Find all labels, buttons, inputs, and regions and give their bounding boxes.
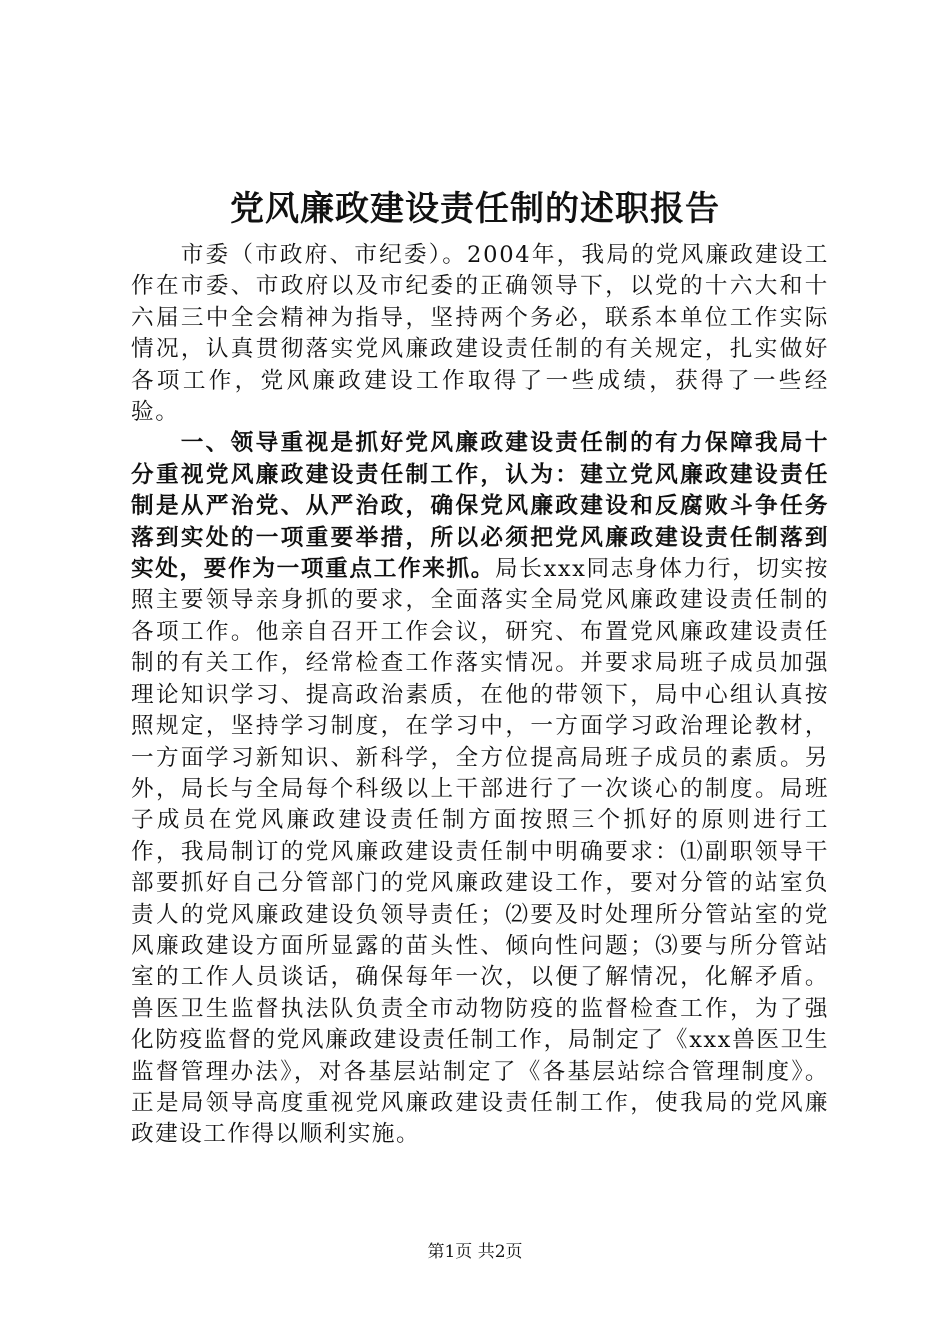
document-title: 党风廉政建设责任制的述职报告: [230, 189, 720, 229]
document-body: [131, 240, 829, 1151]
intro-paragraph: 市委（市政府、市纪委）。2004年，我局的党风廉政建设工作在市委、市政府以及市纪委的正确领导下，以党的十六大和十六届三中全会精神为指导，坚持两个务必，联系本单位工作实际情况，认真贯彻落实党风廉政建设责任制的有关规定，扎实做好各项工作，党风廉政建设工作取得了一些成绩，获得了一些经验。: [131, 242, 829, 426]
section-one-body: 局长xxx同志身体力行，切实按照主要领导亲身抓的要求，全面落实全局党风廉政建设责任制的各项工作。他亲自召开工作会议，研究、布置党风廉政建设责任制的有关工作，经常检查工作落实情况。并要求局班子成员加强理论知识学习、提高政治素质，在他的带领下，局中心组认真按照规定，坚持学习制度，在学习中，一方面学习政治理论教材，一方面学习新知识、新科学，全方位提高局班子成员的素质。另外，局长与全局每个科级以上干部进行了一次谈心的制度。局班子成员在党风廉政建设责任制方面按照三个抓好的原则进行工作，我局制订的党风廉政建设责任制中明确要求：⑴副职领导干部要抓好自己分管部门的党风廉政建设工作，要对分管的站室负责人的党风廉政建设负领导责任；⑵要及时处理所分管站室的党风廉政建设方面所显露的苗头性、倾向性问题；⑶要与所分管站室的工作人员谈话，确保每年一次，以便了解情况，化解矛盾。兽医卫生监督执法队负责全市动物防疫的监督检查工作，为了强化防疫监督的党风廉政建设责任制工作，局制定了《xxx兽医卫生监督管理办法》，对各基层站制定了《各基层站综合管理制度》。正是局领导高度重视党风廉政建设责任制工作，使我局的党风廉政建设工作得以顺利实施。: [131, 556, 830, 1148]
page-footer: 第1页 共2页: [427, 1242, 523, 1262]
section-one-heading: 一、领导重视是抓好党风廉政建设责任制的有力保障我局十分重视党风廉政建设责任制工作，认为：建立党风廉政建设责任制是从严治党、从严治政，确保党风廉政建设和反腐败斗争任务落到实处的一项重要举措，所以必须把党风廉政建设责任制落到实处，要作为一项重点工作来抓。: [131, 430, 829, 583]
section-one-paragraph: [131, 428, 829, 1150]
